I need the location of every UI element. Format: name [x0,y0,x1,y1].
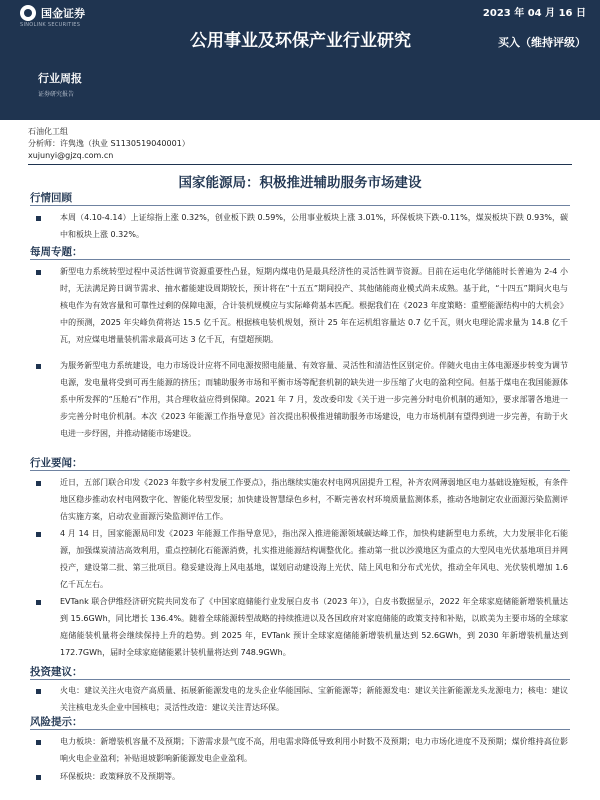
section-heading-risk: 风险提示： [30,716,83,728]
rating-badge: 买入（维持评级） [498,36,586,49]
bullet-icon [36,532,41,537]
advice-item: 火电：建议关注火电资产高质量、拓展新能源发电的龙头企业华能国际、宝新能源等；新能源发电：建议关注新能源龙头龙源电力；核电：建议关注核电龙头企业中国核电；灵活性改造：建议关注青达环保。 [60,686,568,712]
brand-subtitle: SINOLINK SECURITIES [20,22,81,28]
report-header [0,0,600,120]
document-title: 国家能源局：积极推进辅助服务市场建设 [178,175,422,191]
review-item: 本周（4.10-4.14）上证综指上涨 0.32%，创业板下跌 0.59%，公用事业板块上涨 3.01%，环保板块下跌-0.11%，煤炭板块下跌 0.93%，碳中和板块上涨 0.32%。 [60,213,568,239]
section-heading-weekly: 每周专题： [30,246,83,258]
logo-icon [20,5,36,21]
weekly-item: 为服务新型电力系统建设，电力市场设计应将不同电源按照电能量、有效容量、灵活性和清洁性区别定价。伴随火电由主体电源逐步转变为调节电源，发电量将受到可再生能源的挤压；而辅助服务市场和平衡市场等配套机制的缺失进一步压缩了火电的盈利空间。但基于煤电在我国能源体系中所发挥的“压舱石”作用，其合理收益应得到保障。2021 年 7 月，发改委印发《关于进一步完善分时电价机制的通知》，要求部署各地进一步完善分时电价机制。本次《2023 年能源工作指导意见》首次提出积极推进辅助服务市场建设，电力市场机制有望得到进一步完善，有助于火电进一步纾困，并推动储能市场建设。 [60,361,568,438]
section-heading-news: 行业要闻： [30,457,83,469]
bullet-icon [36,481,41,486]
bullet-icon [36,600,41,605]
section-rule [30,470,570,471]
news-item: EVTank 联合伊维经济研究院共同发布了《中国家庭储能行业发展白皮书（2023 年）》，白皮书数据显示，2022 年全球家庭储能新增装机量达到 15.6GWh，同比增长 136.4%。随着全球能源转型战略的持续推进以及各国政府对家庭储能的政策支持和补贴，以欧美为主要市场的全球家庭储能装机量将会继续保持上升的趋势。到 2025 年，EVTank 预计全球家庭储能新增装机量达到 52.6GWh，到 2030 年新增装机量达到 172.7GWh，届时全球家庭储能累计装机量将达到 748.9GWh。 [60,597,568,657]
divider [28,164,572,165]
report-type: 行业周报 [38,72,82,85]
risk-item: 环保板块：政策释放不及预期等。 [60,772,180,781]
report-date: 2023 年 04 月 16 日 [482,8,586,19]
brand-name: 国金证券 [41,7,85,20]
section-heading-review: 行情回顾 [30,192,72,204]
report-subtype: 证券研究报告 [38,91,75,98]
author-analyst: 分析师：许隽逸（执业 S1130519040001） [28,139,190,148]
report-title: 公用事业及环保产业行业研究 [190,31,411,51]
author-group: 石油化工组 [28,127,68,136]
bullet-icon [36,775,41,780]
bullet-icon [36,689,41,694]
bullet-icon [36,216,41,221]
author-block [28,126,190,162]
bullet-icon [36,740,41,745]
bullet-icon [36,270,41,275]
section-rule [30,259,570,260]
section-heading-advice: 投资建议： [30,666,83,678]
author-email: xujunyi@gjzq.com.cn [28,151,114,160]
news-item: 4 月 14 日，国家能源局印发《2023 年能源工作指导意见》，指出深入推进能源领域碳达峰工作，加快构建新型电力系统，大力发展非化石能源，加强煤炭清洁高效利用，重点控制化石能源消费，扎实推进能源结构调整优化。推动第一批以沙漠地区为重点的大型风电光伏基地项目并网投产，建设第二批、第三批项目。稳妥建设海上风电基地，谋划启动建设海上光伏、陆上风电和分布式光伏，推动全年风电、光伏装机增加 1.6 亿千瓦左右。 [60,529,568,589]
bullet-icon [36,364,41,369]
section-rule [30,205,570,206]
news-item: 近日，五部门联合印发《2023 年数字乡村发展工作要点》，指出继续实施农村电网巩固提升工程，补齐农网薄弱地区电力基础设施短板，有条件地区稳步推动农村电网数字化、智能化转型发展；加快建设智慧绿色乡村，不断完善农村环境质量监测体系，推动各地制定农业面源污染监测评估实施方案，启动农业面源污染监测评估工作。 [60,478,568,521]
brand-logo [20,5,85,21]
weekly-item: 新型电力系统转型过程中灵活性调节资源重要性凸显，短期内煤电仍是最具经济性的灵活性调节资源。目前在运电化学储能时长普遍为 2-4 小时，无法满足跨日调节需求、抽水蓄能建设周期较长，预计将在“十五五”期间投产、其他储能商业模式尚未成熟。基于此，“十四五”期间火电与核电作为有效容量和可靠性过剩的保障电源，合计装机规模应与实际峰荷基本匹配。根据我们在《2023 年度策略：重塑能源结构中的大机会》中的预测，2025 年尖峰负荷将达 15.5 亿千瓦。根据核电装机规划，预计 25 年在运机组容量达 0.7 亿千瓦，则火电理论需求量为 14.8 亿千瓦，对应煤电增量装机需求最高可达 3 亿千瓦，有望超预期。 [60,267,568,344]
section-rule [30,729,570,730]
risk-item: 电力板块：新增装机容量不及预期；下游需求景气度不高，用电需求降低导致利用小时数不及预期；电力市场化进度不及预期；煤价维持高位影响火电企业盈利；补贴退坡影响新能源发电企业盈利。 [60,737,568,763]
section-rule [30,679,570,680]
